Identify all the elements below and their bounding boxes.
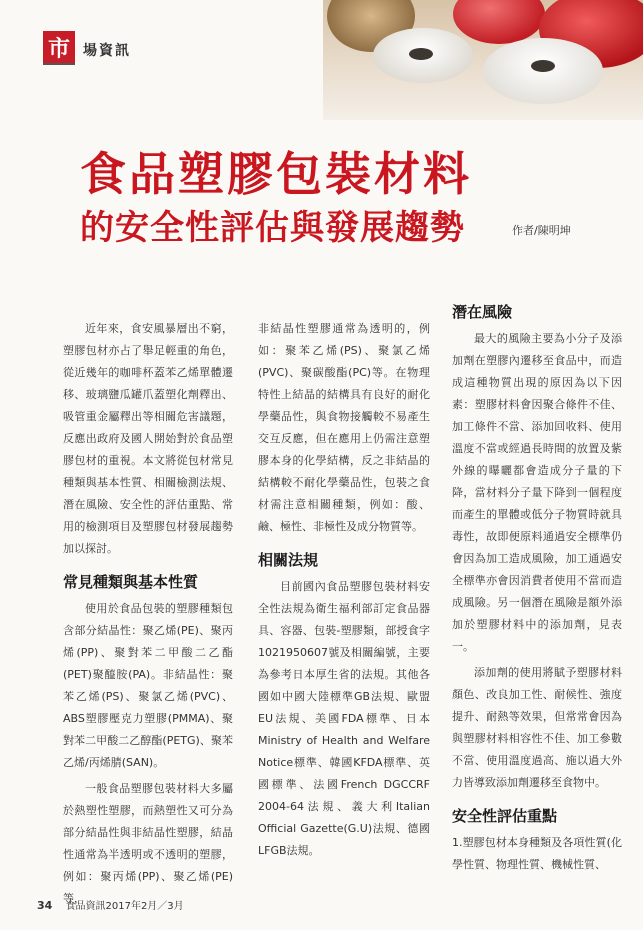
body-paragraph: 最大的風險主要為小分子及添加劑在塑膠內遷移至食品中，而造成這種物質出現的原因為以下因素：塑膠材料會因聚合條件不佳、加工條件不當、添加回收料、使用溫度不當或經過長時間的放置及紫外線的曝曬都會造成分子量的下降，當材料分子量下降到一個程度而產生的單體或低分子物質時就具毒性，故即便原料通過安全標準仍會因為加工造成風險，加工通過安全標準亦會因消費者使用不當而造成風險。另一個潛在風險是額外添加於塑膠材料中的添加劑，見表一。 [452,332,622,653]
lid-sip-hole [531,60,555,72]
publication-issue: 食品資訊2017年2月／3月 [65,901,184,912]
section-title: 場資訊 [83,43,131,59]
body-paragraph: 非結晶性塑膠通常為透明的，例如：聚苯乙烯(PS)、聚氯乙烯(PVC)、聚碳酸酯(PC)等。在物理特性上結晶的結構具有良好的耐化學藥品性，與食物接觸較不易產生交互反應，但在應用上仍需注意塑膠本身的化學結構，反之非結晶的結構較不耐化學藥品性，包裝之食材需注意相關種類，例如：酸、鹼、極性、非極性及成分物質等。 [258,322,430,533]
section-heading-regulations: 相關法規 [258,551,319,569]
body-paragraph: 添加劑的使用將賦予塑膠材料顏色、改良加工性、耐候性、強度提升、耐熱等效果，但常常會因為與塑膠材料相容性不佳、加工參數不當、使用溫度過高、施以過大外力皆導致添加劑遷移至食物中。 [452,666,622,789]
section-heading-types: 常見種類與基本性質 [63,573,199,591]
cup-lid-red [453,0,545,44]
author-byline: 作者/陳明坤 [512,224,571,237]
page-number: 34 [37,899,53,912]
section-heading-risks: 潛在風險 [452,303,513,321]
page-footer [37,897,184,912]
section-icon: 市 [43,31,75,63]
text-column-2 [258,318,430,866]
body-paragraph: 一般食品塑膠包裝材料大多屬於熱塑性塑膠，而熱塑性又可分為部分結晶性與非結晶性塑膠，結晶性通常為半透明或不透明的塑膠，例如：聚丙烯(PP)、聚乙烯(PE)等， [63,782,233,905]
text-column-1 [63,318,233,914]
header-photo-plastic-cups [323,0,643,120]
body-paragraph: 目前國內食品塑膠包裝材料安全性法規為衛生福利部訂定食品器具、容器、包裝-塑膠類，部授食字1021950607號及相關編號，主要為參考日本厚生省的法規。其他各國如中國大陸標準GB法規、歐盟EU法規、美國FDA標準、日本Ministry of Health and Welfare Notice標準、韓國KFDA標準、英國標準、法國French DGCCRF 2004-64法規、義大利Italian Official Gazette(G.U)法規、德國LFGB法規。 [258,580,430,857]
article-title: 食品塑膠包裝材料 [80,147,472,201]
section-icon-underline [43,63,75,65]
intro-paragraph: 近年來，食安風暴層出不窮，塑膠包材亦占了舉足輕重的角色，從近幾年的咖啡杯蓋苯乙烯單體遷移、玻璃鹽瓜罐爪蓋塑化劑釋出、吸管重金屬釋出等相關危害議題，反應出政府及國人開始對於食品塑膠包材的重視。本文將從包材常見種類與基本性質、相關檢測法規、潛在風險、安全性的評估重點、常用的檢測項目及塑膠包材發展趨勢加以探討。 [63,322,233,555]
text-column-3 [452,302,622,880]
section-heading-safety-evaluation: 安全性評估重點 [452,807,558,825]
article-subtitle: 的安全性評估與發展趨勢 [80,208,465,248]
body-paragraph: 使用於食品包裝的塑膠種類包含部分結晶性：聚乙烯(PE)、聚丙烯(PP)、聚對苯二甲酸二乙酯(PET)聚醯胺(PA)。非結晶性：聚苯乙烯(PS)、聚氯乙烯(PVC)、ABS塑膠壓克力塑膠(PMMA)、聚對苯二甲酸二乙醇酯(PETG)、聚苯乙烯/丙烯腈(SAN)。 [63,602,233,769]
list-item: 1.塑膠包材本身種類及各項性質(化學性質、物理性質、機械性質、 [452,836,622,871]
lid-sip-hole [409,48,433,60]
